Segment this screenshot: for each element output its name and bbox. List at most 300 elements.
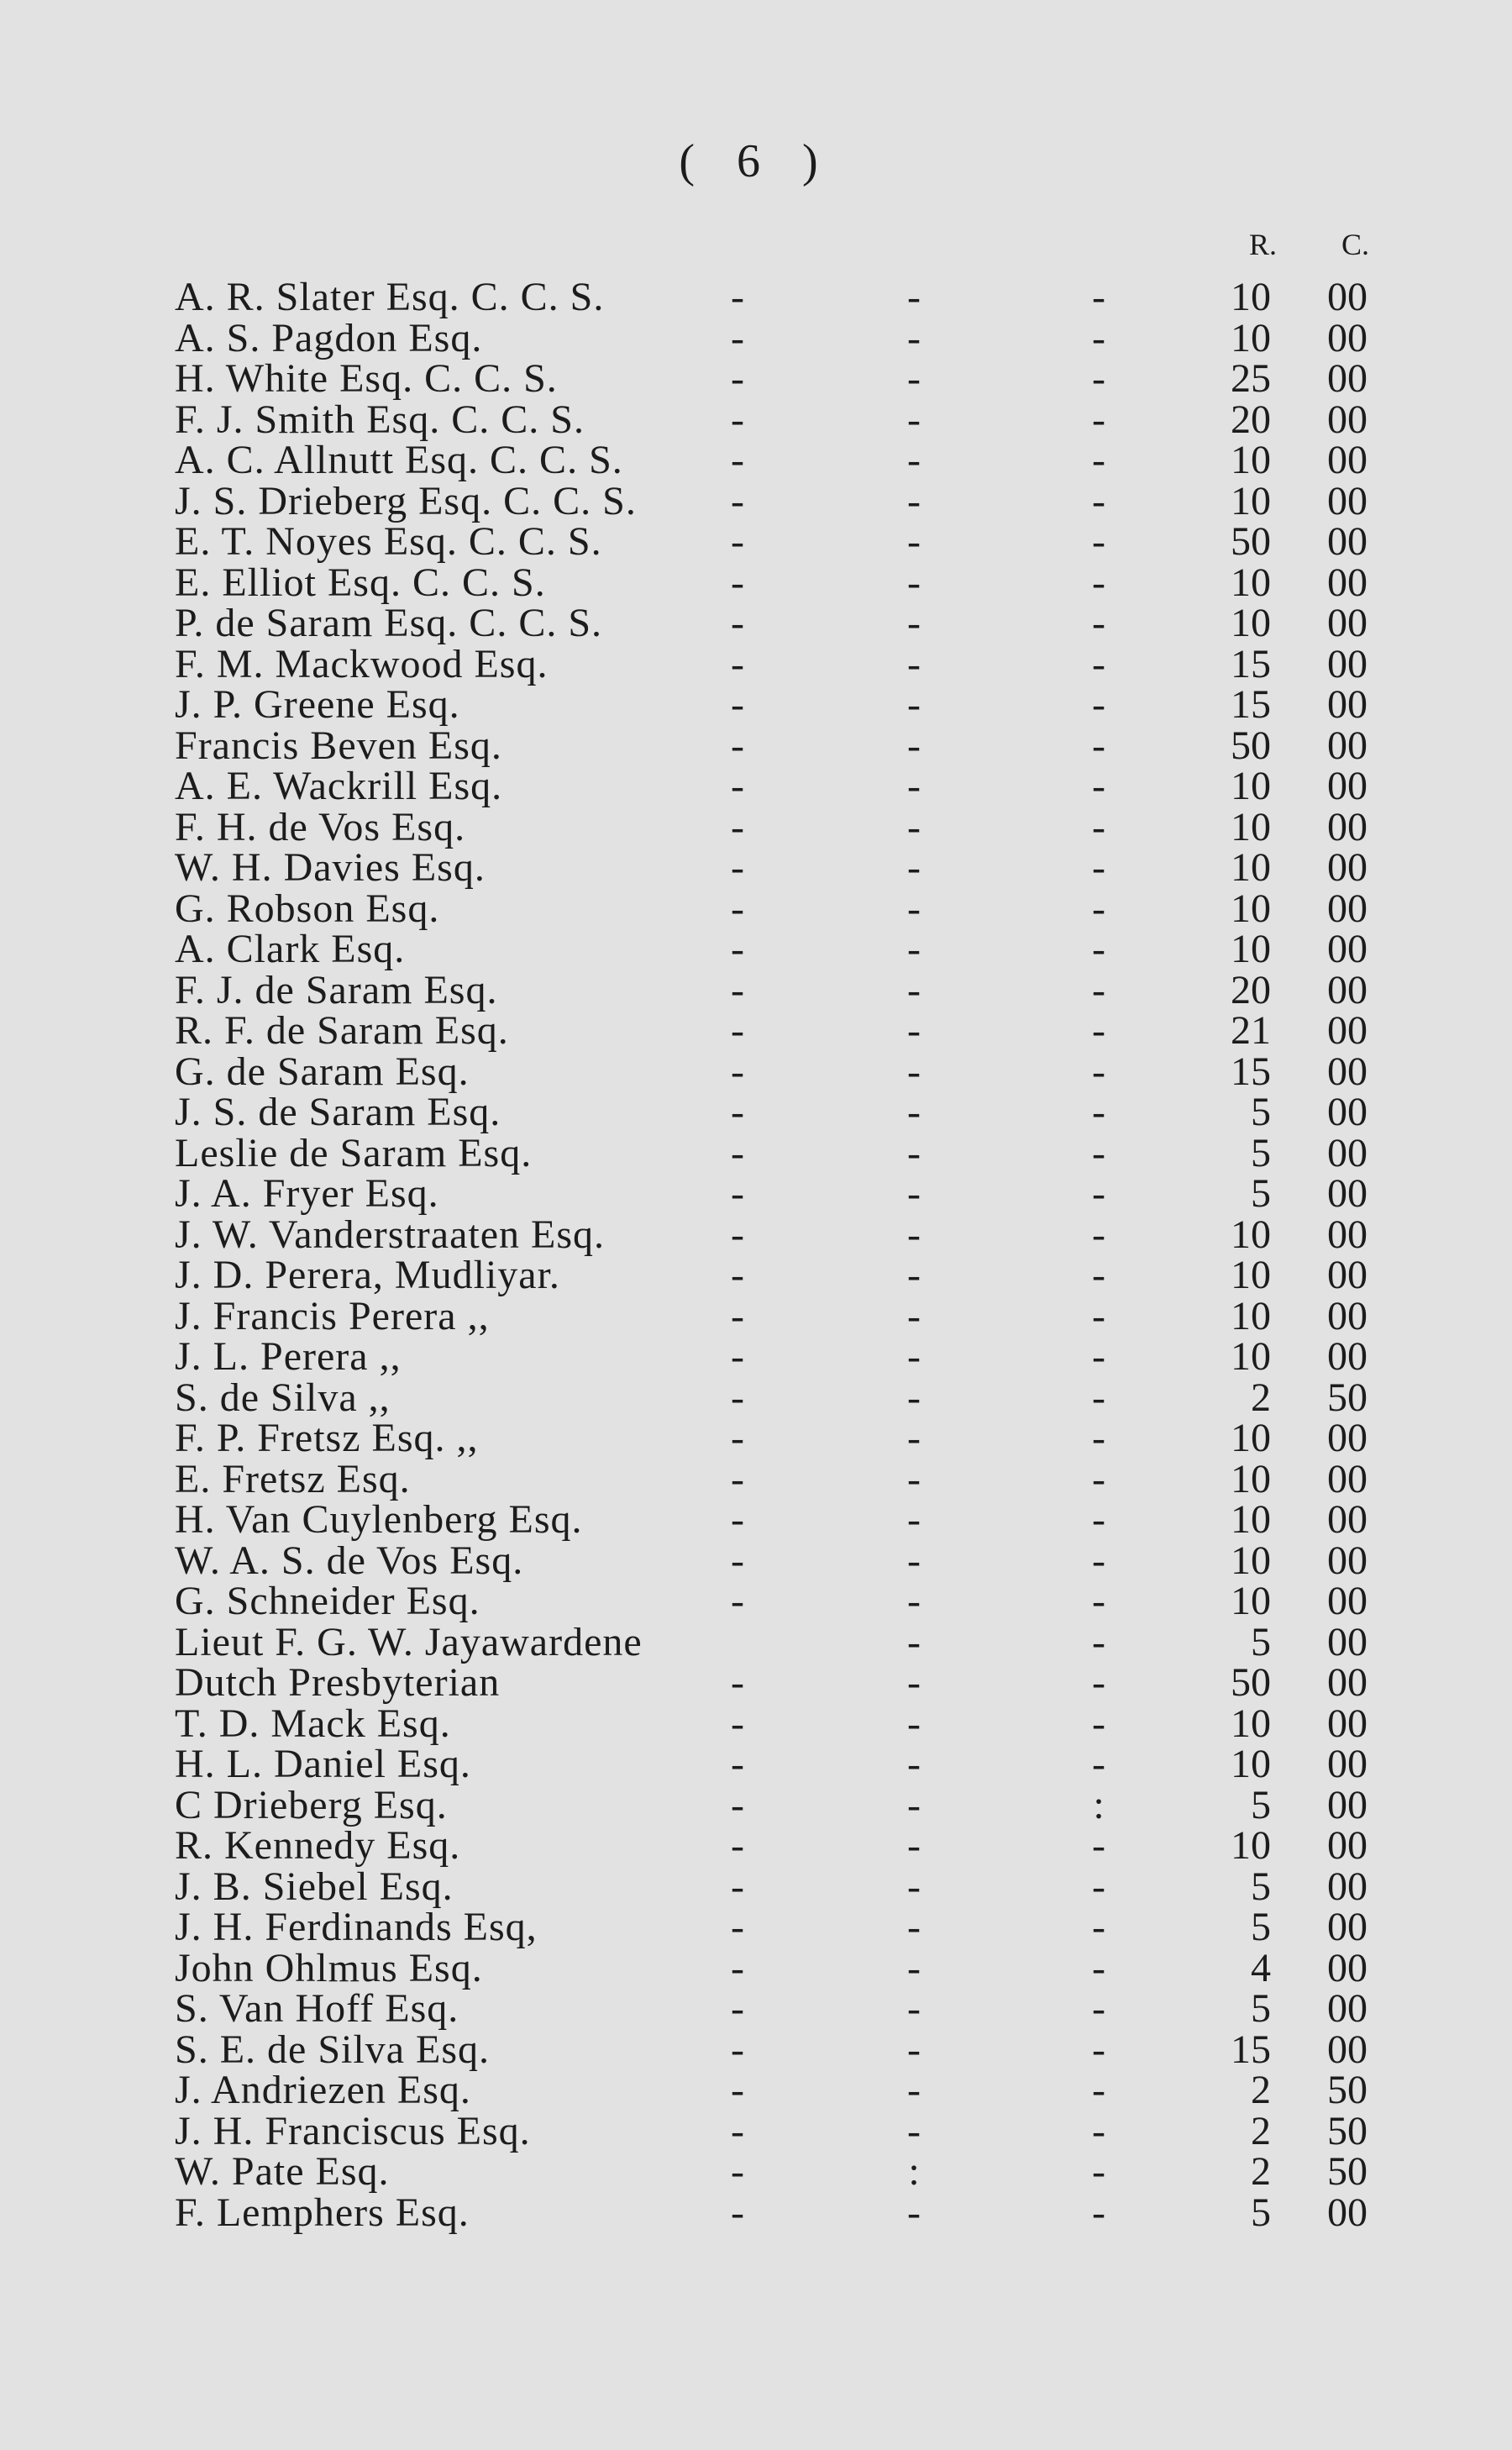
leader-dash: - <box>907 1905 921 1949</box>
list-item <box>175 886 1368 931</box>
leader-dash: - <box>907 1782 921 1827</box>
list-item <box>175 1744 1368 1785</box>
leader-dash: - <box>1092 1742 1105 1786</box>
amount-rupees: 10 <box>1231 478 1271 523</box>
list-item <box>175 929 1368 970</box>
leader-dash: - <box>907 927 921 971</box>
amount-cents: 00 <box>1327 1782 1368 1827</box>
amount-rupees: 10 <box>1231 1334 1271 1379</box>
leader-dash: - <box>731 1008 744 1053</box>
subscriber-name: A. S. Pagdon Esq. <box>175 315 483 360</box>
list-item <box>175 1375 1368 1420</box>
leader-dash: - <box>731 2190 744 2235</box>
leader-dash: - <box>907 764 921 808</box>
subscriber-name: John Ohlmus Esq. <box>175 1945 483 1990</box>
subscriber-name: H. White Esq. C. C. S. <box>175 356 558 401</box>
amount-cents: 00 <box>1327 1660 1368 1705</box>
subscriber-name: E. T. Noyes Esq. C. C. S. <box>175 519 602 564</box>
subscriber-name: W. H. Davies Esq. <box>175 845 486 890</box>
leader-dash: - <box>907 1660 921 1705</box>
leader-dash: - <box>1092 1579 1105 1623</box>
leader-dash: - <box>1092 1986 1105 2031</box>
subscriber-name: J. A. Fryer Esq. <box>175 1171 439 1216</box>
amount-rupees: 10 <box>1231 1497 1271 1542</box>
amount-cents: 00 <box>1327 1579 1368 1623</box>
leader-dash: - <box>731 1945 744 1990</box>
leader-dash: - <box>907 1375 921 1420</box>
subscriber-name: H. L. Daniel Esq. <box>175 1742 471 1786</box>
leader-dash: - <box>731 519 744 564</box>
amount-cents: 00 <box>1327 764 1368 808</box>
amount-cents: 00 <box>1327 1212 1368 1257</box>
amount-cents: 00 <box>1327 1090 1368 1134</box>
amount-rupees: 20 <box>1231 397 1271 442</box>
list-item <box>175 603 1368 644</box>
leader-dash: - <box>731 560 744 605</box>
list-item <box>175 1907 1368 1948</box>
leader-dash: - <box>1092 764 1105 808</box>
subscriber-name: A. E. Wackrill Esq. <box>175 764 503 808</box>
leader-dash: - <box>1092 1660 1105 1705</box>
subscriber-name: F. P. Fretsz Esq. ,, <box>175 1416 479 1460</box>
list-item <box>175 1701 1368 1746</box>
subscriber-name: J. P. Greene Esq. <box>175 682 460 727</box>
list-item <box>175 315 1368 360</box>
leader-dash: - <box>1092 1049 1105 1094</box>
list-item <box>175 1049 1368 1094</box>
leader-dash: - <box>1092 1212 1105 1257</box>
list-item <box>175 1945 1368 1990</box>
leader-dash: - <box>1092 356 1105 401</box>
amount-cents: 00 <box>1327 927 1368 971</box>
leader-dash: - <box>1092 1416 1105 1460</box>
amount-rupees: 2 <box>1251 2149 1271 2194</box>
leader-dash: - <box>731 1701 744 1746</box>
subscriber-list <box>175 277 1368 2233</box>
list-item <box>175 1864 1368 1909</box>
leader-dash: - <box>731 764 744 808</box>
subscriber-name: Leslie de Saram Esq. <box>175 1130 533 1175</box>
leader-dash: - <box>1092 804 1105 849</box>
leader-dash: - <box>907 560 921 605</box>
subscriber-name: G. Schneider Esq. <box>175 1579 480 1623</box>
leader-dash: - <box>731 1497 744 1542</box>
amount-cents: 00 <box>1327 560 1368 605</box>
amount-cents: 50 <box>1327 2108 1368 2153</box>
leader-dash: - <box>1092 478 1105 523</box>
leader-dash: - <box>907 845 921 890</box>
list-item <box>175 1008 1368 1053</box>
amount-rupees: 15 <box>1231 2027 1271 2072</box>
list-item <box>175 1660 1368 1705</box>
leader-dash: - <box>1092 1823 1105 1868</box>
subscriber-name: H. Van Cuylenberg Esq. <box>175 1497 583 1542</box>
leader-dash: - <box>907 1986 921 2031</box>
amount-cents: 00 <box>1327 804 1368 849</box>
subscriber-name: J. D. Perera, Mudliyar. <box>175 1253 560 1297</box>
amount-rupees: 10 <box>1231 1416 1271 1460</box>
leader-dash: - <box>907 1049 921 1094</box>
leader-dash: - <box>731 2149 744 2194</box>
subscriber-name: J. H. Ferdinands Esq, <box>175 1905 538 1949</box>
list-item <box>175 1255 1368 1296</box>
amount-rupees: 10 <box>1231 804 1271 849</box>
leader-dash: - <box>731 1456 744 1501</box>
amount-rupees: 50 <box>1231 1660 1271 1705</box>
amount-rupees: 2 <box>1251 2068 1271 2112</box>
leader-dash: - <box>1092 397 1105 442</box>
leader-dash: - <box>731 397 744 442</box>
leader-dash: - <box>1092 560 1105 605</box>
amount-cents: 00 <box>1327 1701 1368 1746</box>
leader-dash: - <box>907 2068 921 2112</box>
rupees-column-header: R. <box>1248 228 1277 261</box>
leader-dash: - <box>731 1416 744 1460</box>
subscriber-name: E. Elliot Esq. C. C. S. <box>175 560 546 605</box>
list-item <box>175 1823 1368 1868</box>
list-item <box>175 440 1368 481</box>
subscriber-name: J. H. Franciscus Esq. <box>175 2108 531 2153</box>
leader-dash: - <box>1092 1456 1105 1501</box>
leader-dash: - <box>731 682 744 727</box>
amount-cents: 00 <box>1327 886 1368 931</box>
subscriber-name: F. H. de Vos Esq. <box>175 804 466 849</box>
amount-cents: 50 <box>1327 1375 1368 1420</box>
list-item <box>175 397 1368 442</box>
leader-dash: : <box>908 2149 920 2194</box>
leader-dash: - <box>907 1497 921 1542</box>
leader-dash: - <box>731 1171 744 1216</box>
leader-dash: - <box>731 927 744 971</box>
leader-dash: - <box>731 2027 744 2072</box>
leader-dash: - <box>1092 2108 1105 2153</box>
leader-dash: - <box>907 804 921 849</box>
leader-dash: - <box>907 601 921 645</box>
subscriber-name: S. de Silva ,, <box>175 1375 391 1420</box>
leader-dash: - <box>1092 1701 1105 1746</box>
leader-dash: - <box>1092 1905 1105 1949</box>
amount-rupees: 21 <box>1231 1008 1271 1053</box>
amount-rupees: 2 <box>1251 2108 1271 2153</box>
leader-dash: - <box>907 1171 921 1216</box>
leader-dash: - <box>731 601 744 645</box>
leader-dash: - <box>907 2108 921 2153</box>
amount-rupees: 5 <box>1251 1782 1271 1827</box>
amount-cents: 00 <box>1327 641 1368 686</box>
amount-rupees: 10 <box>1231 1212 1271 1257</box>
subscriber-name: J. W. Vanderstraaten Esq. <box>175 1212 606 1257</box>
leader-dash: - <box>907 356 921 401</box>
subscriber-name: J. Francis Perera ,, <box>175 1293 490 1338</box>
leader-dash: - <box>1092 1253 1105 1297</box>
amount-rupees: 10 <box>1231 764 1271 808</box>
amount-cents: 00 <box>1327 519 1368 564</box>
amount-rupees: 5 <box>1251 1130 1271 1175</box>
subscriber-name: J. L. Perera ,, <box>175 1334 402 1379</box>
leader-dash: - <box>907 1293 921 1338</box>
leader-dash: - <box>907 1416 921 1460</box>
leader-dash: - <box>907 1945 921 1990</box>
leader-dash: - <box>731 1538 744 1583</box>
amount-cents: 50 <box>1327 2149 1368 2194</box>
list-item <box>175 1619 1368 1664</box>
leader-dash: - <box>1092 682 1105 727</box>
amount-rupees: 10 <box>1231 1253 1271 1297</box>
subscriber-name: W. A. S. de Vos Esq. <box>175 1538 524 1583</box>
list-item <box>175 641 1368 686</box>
leader-dash: - <box>907 315 921 360</box>
leader-dash: - <box>907 723 921 768</box>
subscriber-name: J. Andriezen Esq. <box>175 2068 471 2112</box>
amount-rupees: 10 <box>1231 275 1271 319</box>
leader-dash: - <box>731 1579 744 1623</box>
amount-rupees: 5 <box>1251 1619 1271 1664</box>
subscriber-name: F. M. Mackwood Esq. <box>175 641 549 686</box>
list-item <box>175 478 1368 523</box>
leader-dash: - <box>907 478 921 523</box>
amount-cents: 00 <box>1327 1416 1368 1460</box>
list-item <box>175 1130 1368 1175</box>
leader-dash: - <box>1092 886 1105 931</box>
leader-dash: - <box>731 641 744 686</box>
list-item <box>175 1782 1368 1827</box>
leader-dash: - <box>1092 723 1105 768</box>
list-item <box>175 682 1368 727</box>
list-item <box>175 845 1368 890</box>
amount-rupees: 5 <box>1251 1986 1271 2031</box>
amount-cents: 00 <box>1327 315 1368 360</box>
amount-cents: 00 <box>1327 2190 1368 2235</box>
amount-rupees: 10 <box>1231 601 1271 645</box>
amount-rupees: 50 <box>1231 519 1271 564</box>
list-item <box>175 766 1368 807</box>
amount-rupees: 10 <box>1231 845 1271 890</box>
amount-cents: 00 <box>1327 1619 1368 1664</box>
amount-rupees: 10 <box>1231 1701 1271 1746</box>
leader-dash: - <box>731 356 744 401</box>
list-item <box>175 1171 1368 1216</box>
amount-cents: 00 <box>1327 1864 1368 1909</box>
subscriber-name: E. Fretsz Esq. <box>175 1456 411 1501</box>
leader-dash: - <box>907 1619 921 1664</box>
leader-dash: - <box>907 1008 921 1053</box>
leader-dash: - <box>907 1579 921 1623</box>
amount-cents: 00 <box>1327 1456 1368 1501</box>
amount-cents: 00 <box>1327 275 1368 319</box>
leader-dash: - <box>731 804 744 849</box>
leader-dash: - <box>1092 2027 1105 2072</box>
list-item <box>175 519 1368 564</box>
subscriber-name: T. D. Mack Esq. <box>175 1701 451 1746</box>
leader-dash: - <box>731 1782 744 1827</box>
leader-dash: - <box>1092 845 1105 890</box>
amount-cents: 00 <box>1327 478 1368 523</box>
leader-dash: - <box>731 438 744 482</box>
subscriber-name: J. S. de Saram Esq. <box>175 1090 501 1134</box>
leader-dash: - <box>1092 1008 1105 1053</box>
leader-dash: - <box>731 1823 744 1868</box>
amount-cents: 00 <box>1327 1497 1368 1542</box>
leader-dash: - <box>907 1701 921 1746</box>
amount-rupees: 5 <box>1251 2190 1271 2235</box>
amount-rupees: 4 <box>1251 1945 1271 1990</box>
list-item <box>175 356 1368 401</box>
leader-dash: - <box>731 315 744 360</box>
leader-dash: - <box>731 1986 744 2031</box>
amount-rupees: 5 <box>1251 1171 1271 1216</box>
amount-rupees: 15 <box>1231 1049 1271 1094</box>
cents-column-header: C. <box>1341 228 1369 261</box>
amount-rupees: 10 <box>1231 886 1271 931</box>
subscriber-name: F. Lemphers Esq. <box>175 2190 470 2235</box>
amount-cents: 00 <box>1327 397 1368 442</box>
leader-dash: - <box>731 1742 744 1786</box>
amount-rupees: 10 <box>1231 315 1271 360</box>
subscriber-name: W. Pate Esq. <box>175 2149 390 2194</box>
subscriber-name: A. C. Allnutt Esq. C. C. S. <box>175 438 623 482</box>
leader-dash: - <box>1092 601 1105 645</box>
subscriber-name: P. de Saram Esq. C. C. S. <box>175 601 603 645</box>
amount-rupees: 15 <box>1231 682 1271 727</box>
amount-rupees: 10 <box>1231 1456 1271 1501</box>
leader-dash: - <box>731 1090 744 1134</box>
list-item <box>175 560 1368 605</box>
amount-rupees: 50 <box>1231 723 1271 768</box>
list-item <box>175 723 1368 768</box>
leader-dash: - <box>731 1049 744 1094</box>
amount-rupees: 5 <box>1251 1864 1271 1909</box>
subscriber-name: S. Van Hoff Esq. <box>175 1986 459 2031</box>
leader-dash: - <box>907 1130 921 1175</box>
leader-dash: - <box>907 519 921 564</box>
amount-rupees: 10 <box>1231 927 1271 971</box>
amount-rupees: 2 <box>1251 1375 1271 1420</box>
amount-cents: 00 <box>1327 723 1368 768</box>
leader-dash: - <box>907 438 921 482</box>
amount-cents: 00 <box>1327 1293 1368 1338</box>
list-item <box>175 277 1368 318</box>
list-item <box>175 804 1368 849</box>
leader-dash: - <box>731 1905 744 1949</box>
subscriber-name: F. J. de Saram Esq. <box>175 967 498 1012</box>
amount-cents: 00 <box>1327 1171 1368 1216</box>
amount-rupees: 5 <box>1251 1905 1271 1949</box>
amount-rupees: 10 <box>1231 1579 1271 1623</box>
amount-cents: 00 <box>1327 1008 1368 1053</box>
amount-cents: 00 <box>1327 967 1368 1012</box>
amount-cents: 00 <box>1327 1742 1368 1786</box>
amount-rupees: 10 <box>1231 438 1271 482</box>
leader-dash: - <box>907 1253 921 1297</box>
amount-cents: 00 <box>1327 438 1368 482</box>
subscriber-name: R. Kennedy Esq. <box>175 1823 461 1868</box>
subscriber-name: J. S. Drieberg Esq. C. C. S. <box>175 478 637 523</box>
leader-dash: - <box>907 682 921 727</box>
leader-dash: - <box>731 1660 744 1705</box>
amount-cents: 00 <box>1327 1334 1368 1379</box>
leader-dash: - <box>907 1090 921 1134</box>
amount-cents: 00 <box>1327 1905 1368 1949</box>
leader-dash: - <box>731 1375 744 1420</box>
subscriber-name: F. J. Smith Esq. C. C. S. <box>175 397 585 442</box>
amount-cents: 00 <box>1327 356 1368 401</box>
amount-rupees: 10 <box>1231 1538 1271 1583</box>
leader-dash: - <box>731 2108 744 2153</box>
leader-dash: - <box>1092 1090 1105 1134</box>
list-item <box>175 1581 1368 1622</box>
leader-dash: - <box>1092 967 1105 1012</box>
amount-cents: 00 <box>1327 1130 1368 1175</box>
subscriber-name: C Drieberg Esq. <box>175 1782 448 1827</box>
list-item <box>175 1986 1368 2031</box>
amount-cents: 00 <box>1327 1049 1368 1094</box>
leader-dash: - <box>907 1334 921 1379</box>
list-item <box>175 1538 1368 1583</box>
amount-rupees: 10 <box>1231 1293 1271 1338</box>
amount-rupees: 10 <box>1231 560 1271 605</box>
leader-dash: - <box>731 478 744 523</box>
list-item <box>175 2149 1368 2194</box>
subscriber-name: Lieut F. G. W. Jayawardene <box>175 1619 643 1664</box>
amount-rupees: 15 <box>1231 641 1271 686</box>
amount-cents: 00 <box>1327 1253 1368 1297</box>
leader-dash: - <box>1092 1375 1105 1420</box>
leader-dash: - <box>907 2190 921 2235</box>
amount-cents: 00 <box>1327 1945 1368 1990</box>
leader-dash: - <box>1092 1619 1105 1664</box>
leader-dash: - <box>907 1538 921 1583</box>
list-item <box>175 1497 1368 1542</box>
subscriber-name: G. de Saram Esq. <box>175 1049 470 1094</box>
leader-dash: - <box>1092 275 1105 319</box>
leader-dash: - <box>1092 641 1105 686</box>
subscriber-name: Francis Beven Esq. <box>175 723 502 768</box>
list-item <box>175 1212 1368 1257</box>
leader-dash: - <box>1092 1864 1105 1909</box>
leader-dash: - <box>907 397 921 442</box>
leader-dash: - <box>731 1130 744 1175</box>
amount-rupees: 25 <box>1231 356 1271 401</box>
list-item <box>175 2108 1368 2153</box>
leader-dash: - <box>731 723 744 768</box>
leader-dash: - <box>907 1742 921 1786</box>
leader-dash: - <box>1092 2068 1105 2112</box>
leader-dash: - <box>907 641 921 686</box>
amount-cents: 00 <box>1327 601 1368 645</box>
list-item <box>175 2190 1368 2235</box>
leader-dash: - <box>1092 1130 1105 1175</box>
page-number: ( 6 ) <box>679 135 833 187</box>
leader-dash: - <box>1092 1293 1105 1338</box>
leader-dash: - <box>1092 1171 1105 1216</box>
list-item <box>175 2027 1368 2072</box>
amount-cents: 00 <box>1327 682 1368 727</box>
amount-cents: 00 <box>1327 2027 1368 2072</box>
leader-dash: - <box>1092 2149 1105 2194</box>
amount-cents: 50 <box>1327 2068 1368 2112</box>
leader-dash: - <box>907 1212 921 1257</box>
amount-cents: 00 <box>1327 1823 1368 1868</box>
amount-cents: 00 <box>1327 1538 1368 1583</box>
list-item <box>175 1456 1368 1501</box>
subscriber-name: J. B. Siebel Esq. <box>175 1864 454 1909</box>
leader-dash: - <box>1092 1945 1105 1990</box>
list-item <box>175 1334 1368 1379</box>
leader-dash: - <box>907 1823 921 1868</box>
leader-dash: - <box>731 1212 744 1257</box>
amount-cents: 00 <box>1327 1986 1368 2031</box>
leader-dash: - <box>731 1293 744 1338</box>
